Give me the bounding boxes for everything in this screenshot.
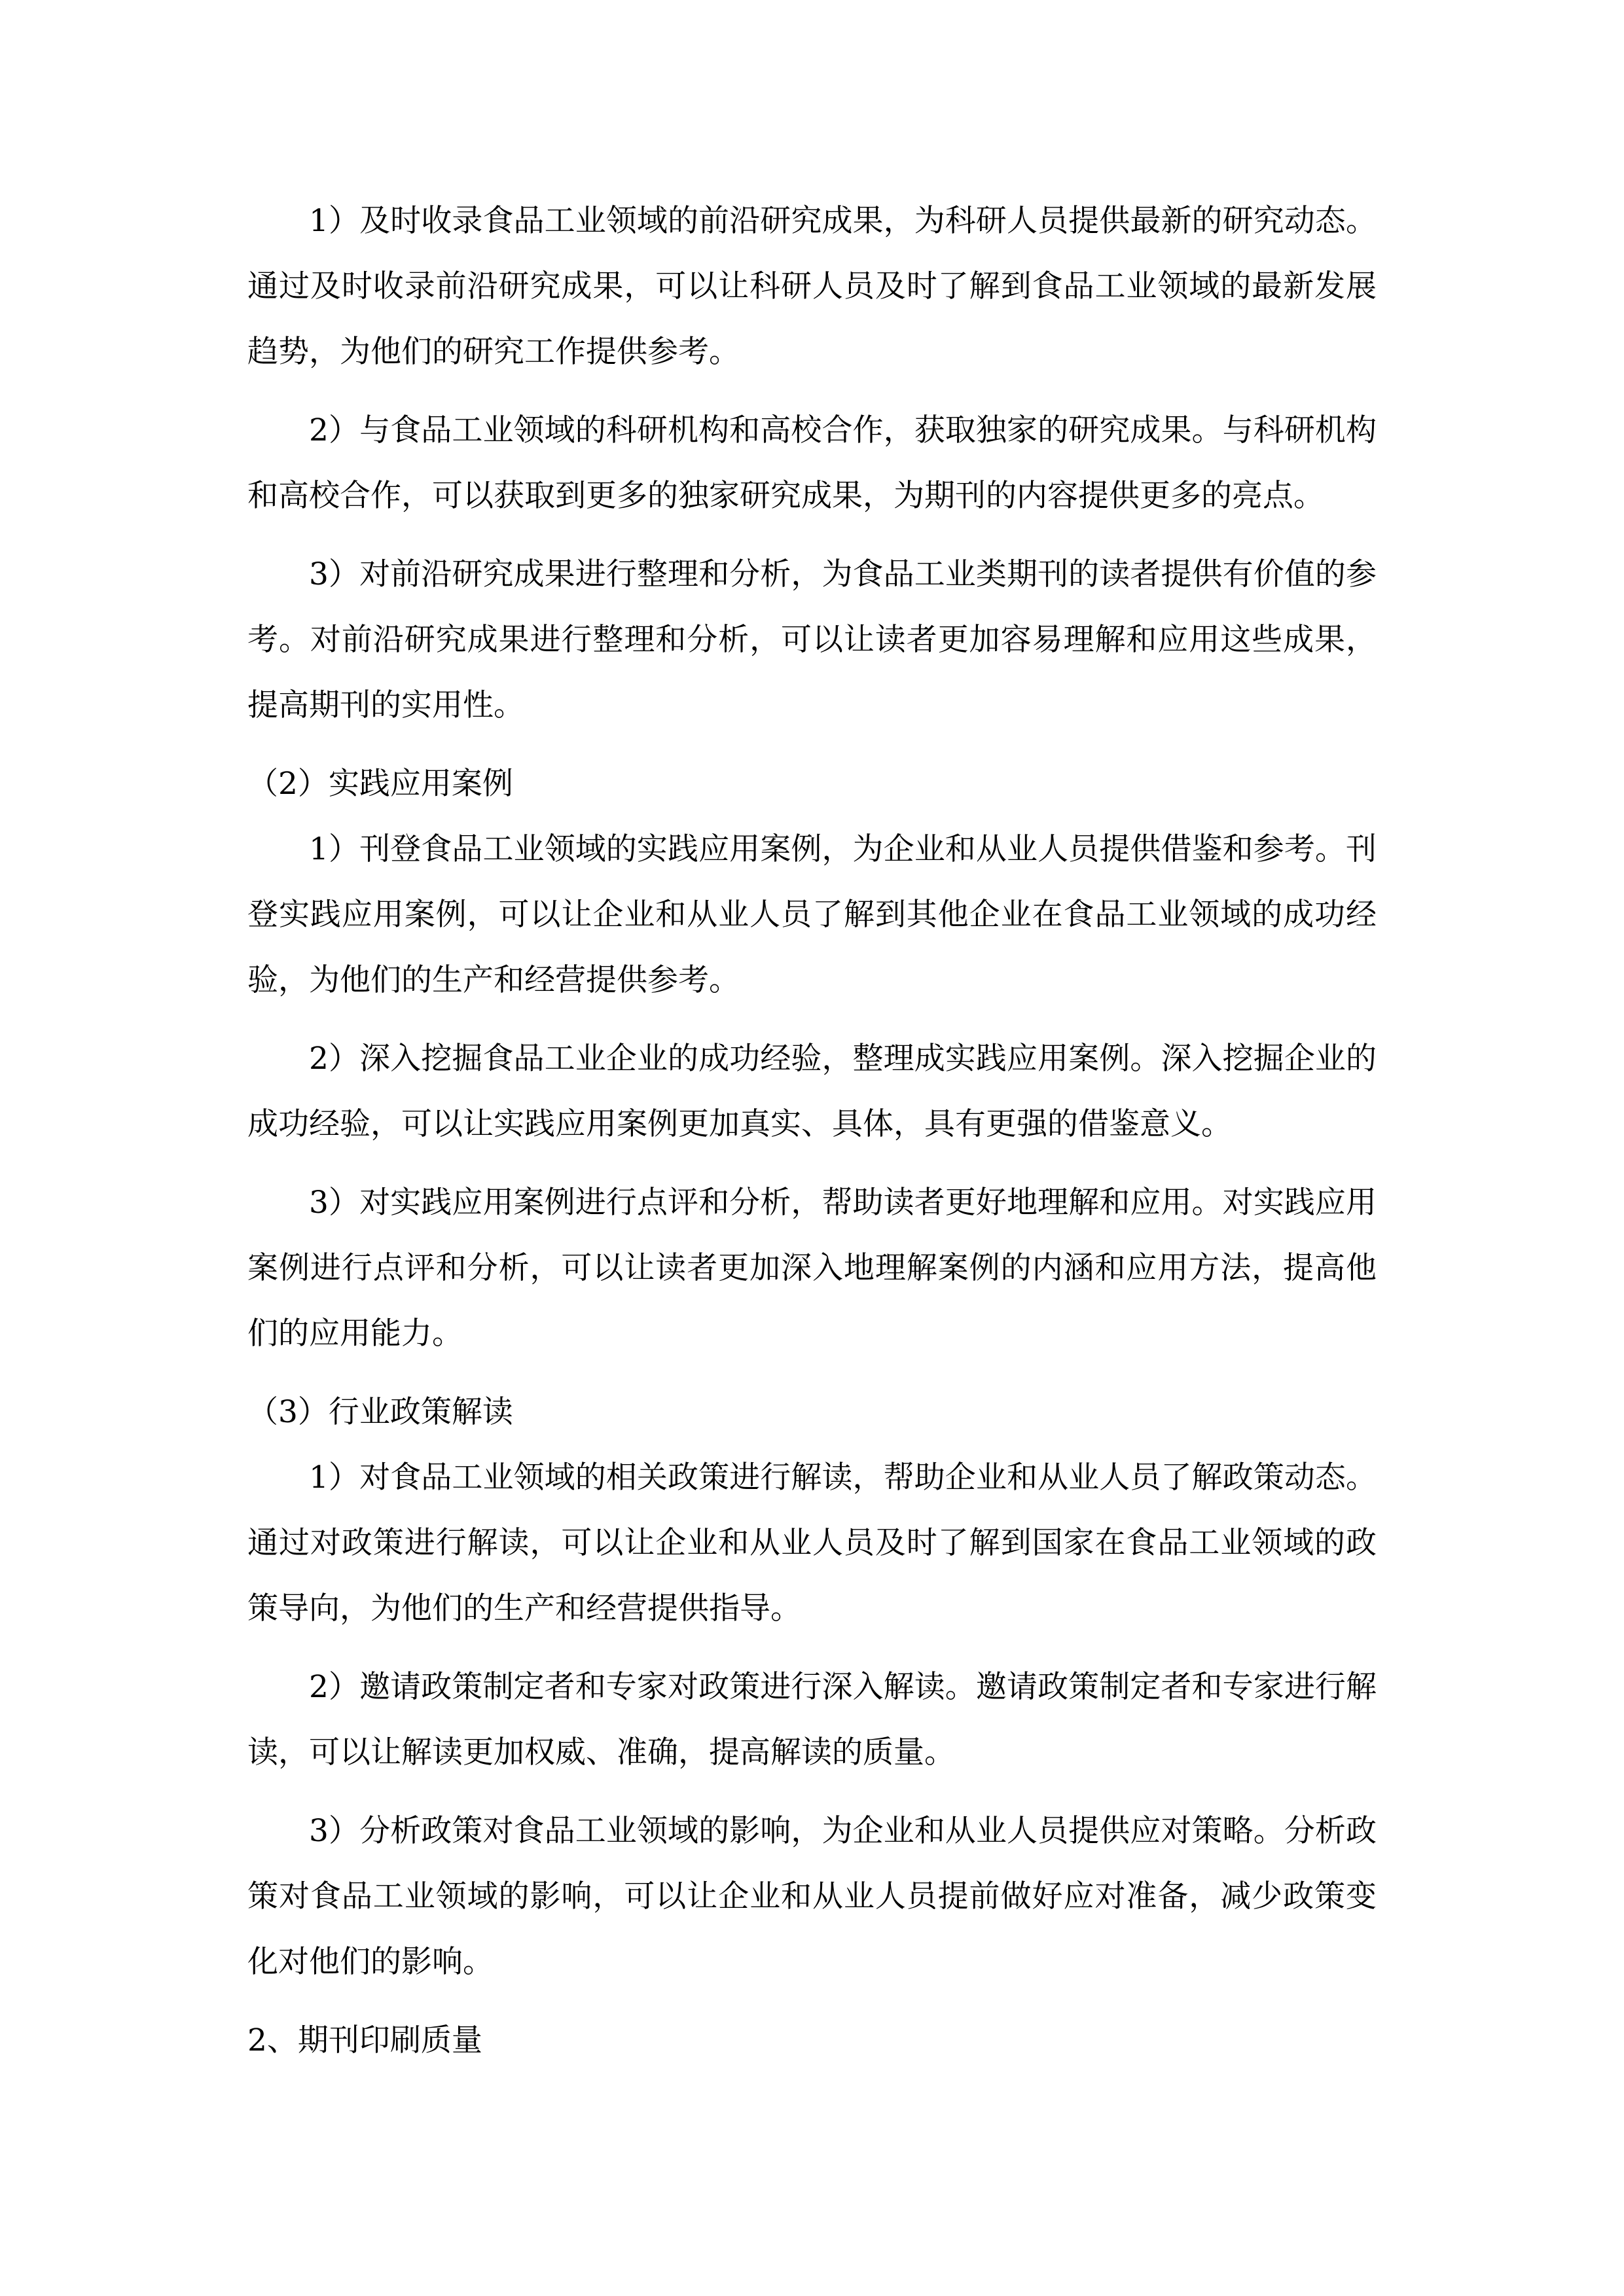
paragraph: 2）深入挖掘食品工业企业的成功经验，整理成实践应用案例。深入挖掘企业的成功经验，可以让实践应用案例更加真实、具体，具有更强的借鉴意义。 (247, 1041, 1377, 1142)
section-heading: （3）行业政策解读 (247, 1394, 513, 1430)
document-body (247, 188, 1377, 2073)
paragraph: 3）分析政策对食品工业领域的影响，为企业和从业人员提供应对策略。分析政策对食品工业领域的影响，可以让企业和从业人员提前做好应对准备，减少政策变化对他们的影响。 (247, 1813, 1377, 1980)
paragraph: 2）邀请政策制定者和专家对政策进行深入解读。邀请政策制定者和专家进行解读，可以让解读更加权威、准确，提高解读的质量。 (247, 1669, 1377, 1770)
paragraph: 2）与食品工业领域的科研机构和高校合作，获取独家的研究成果。与科研机构和高校合作，可以获取到更多的独家研究成果，为期刊的内容提供更多的亮点。 (247, 412, 1377, 514)
paragraph: 3）对实践应用案例进行点评和分析，帮助读者更好地理解和应用。对实践应用案例进行点评和分析，可以让读者更加深入地理解案例的内涵和应用方法，提高他们的应用能力。 (247, 1185, 1377, 1352)
section-heading: 2、期刊印刷质量 (247, 2022, 482, 2058)
paragraph: 1）及时收录食品工业领域的前沿研究成果，为科研人员提供最新的研究动态。通过及时收录前沿研究成果，可以让科研人员及时了解到食品工业领域的最新发展趋势，为他们的研究工作提供参考。 (247, 203, 1377, 370)
paragraph: 1）对食品工业领域的相关政策进行解读，帮助企业和从业人员了解政策动态。通过对政策进行解读，可以让企业和从业人员及时了解到国家在食品工业领域的政策导向，为他们的生产和经营提供指导。 (247, 1460, 1377, 1626)
paragraph: 1）刊登食品工业领域的实践应用案例，为企业和从业人员提供借鉴和参考。刊登实践应用案例，可以让企业和从业人员了解到其他企业在食品工业领域的成功经验，为他们的生产和经营提供参考。 (247, 831, 1377, 998)
section-heading: （2）实践应用案例 (247, 766, 513, 802)
paragraph: 3）对前沿研究成果进行整理和分析，为食品工业类期刊的读者提供有价值的参考。对前沿研究成果进行整理和分析，可以让读者更加容易理解和应用这些成果，提高期刊的实用性。 (247, 556, 1377, 723)
